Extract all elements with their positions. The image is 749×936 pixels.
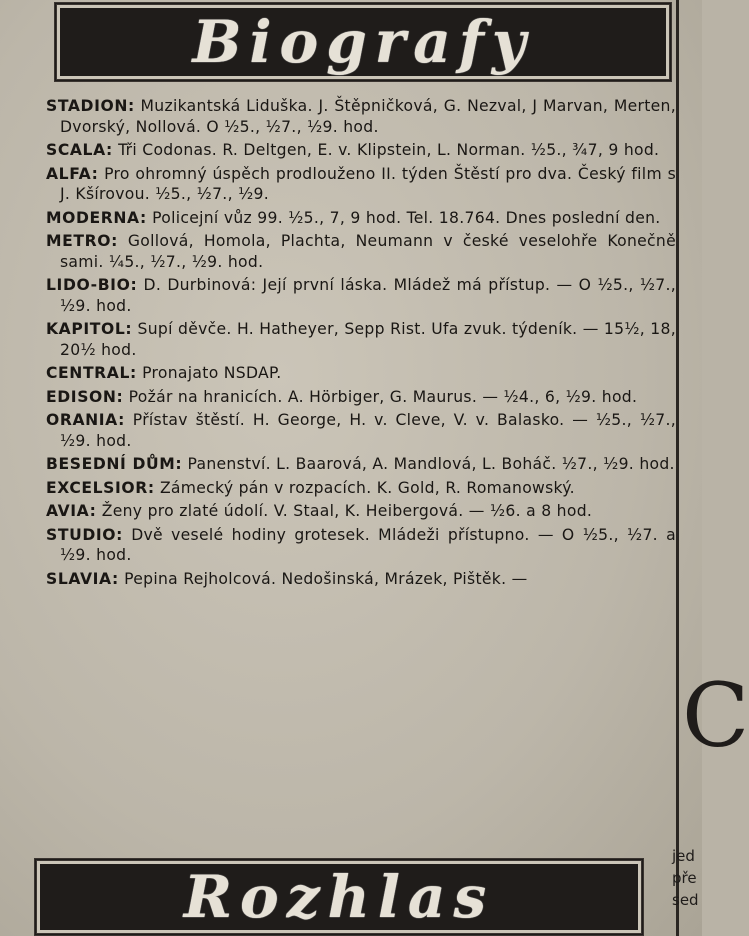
program-text: Muzikantská Liduška. J. Štěpničková, G. Nezval, J Marvan, Merten, Dvorský, Nollová. O ½5., ½7., ½9. hod. [60,97,676,136]
footer-banner [34,858,644,936]
listing-entry [46,275,676,316]
listing-entry [46,164,676,205]
listing-entry [46,410,676,451]
listing-entry [46,454,676,475]
program-text: Pro ohromný úspěch prodlouženo II. týden Štěstí pro dva. Český film s J. Kšírovou. ½5., ½7., ½9. [60,164,676,203]
cinema-name: ORANIA: [46,411,125,429]
cinema-name: BESEDNÍ DŮM: [46,455,183,473]
listing-entry [46,140,676,161]
listing-entry [46,501,676,522]
cinema-name: ALFA: [46,164,99,183]
program-text: Policejní vůz 99. ½5., 7, 9 hod. Tel. 18.764. Dnes poslední den. [152,208,661,227]
cinema-name: METRO: [46,232,118,250]
cinema-name: LIDO-BIO: [46,276,138,294]
program-text: Gollová, Homola, Plachta, Neumann v české veselohře Konečně sami. ¼5., ½7., ½9. hod. [60,232,676,271]
side-fragment: jed [672,847,695,865]
program-text: Ženy pro zlaté údolí. V. Staal, K. Heibergová. — ½6. a 8 hod. [101,502,593,520]
column-rule [676,0,679,936]
program-text: Panenství. L. Baarová, A. Mandlová, L. Boháč. ½7., ½9. hod. [187,455,675,473]
cinema-name: SLAVIA: [46,569,119,588]
cinema-name: EDISON: [46,387,124,406]
cinema-name: MODERNA: [46,208,147,227]
program-text: Pepina Rejholcová. Nedošinská, Mrázek, Pištěk. — [124,569,528,588]
program-text: Pronajato NSDAP. [142,364,282,382]
listing-entry [46,525,676,566]
cinema-name: STADION: [46,97,135,115]
listing-entry [46,96,676,137]
cinema-name: STUDIO: [46,525,123,544]
side-column-letter: C [682,664,749,767]
cinema-name: EXCELSIOR: [46,478,155,497]
cinema-listing [46,96,676,592]
listing-entry [46,387,676,408]
listing-entry [46,569,676,590]
program-text: Přístav štěstí. H. George, H. v. Cleve, V. v. Balasko. — ½5., ½7., ½9. hod. [60,411,676,450]
cinema-name: SCALA: [46,141,113,159]
program-text: Zámecký pán v rozpacích. K. Gold, R. Romanowský. [159,478,575,497]
program-text: Supí děvče. H. Hatheyer, Sepp Rist. Ufa zvuk. týdeník. — 15½, 18, 20½ hod. [60,320,676,359]
cinema-name: AVIA: [46,502,97,520]
program-text: D. Durbinová: Její první láska. Mládež má přístup. — O ½5., ½7., ½9. hod. [60,276,676,315]
header-banner [54,2,672,82]
header-title: Biografy [192,8,534,76]
listing-entry [46,231,676,272]
cinema-name: KAPITOL: [46,320,133,338]
side-fragment: pře [672,869,697,887]
cinema-name: CENTRAL: [46,364,137,382]
listing-entry [46,363,676,384]
program-text: Dvě veselé hodiny grotesek. Mládeži přístupno. — O ½5., ½7. a ½9. hod. [60,525,676,564]
listing-entry [46,478,676,499]
side-fragment: sed [672,891,699,909]
listing-entry [46,208,676,229]
footer-title: Rozhlas [183,863,495,931]
program-text: Požár na hranicích. A. Hörbiger, G. Maurus. — ½4., 6, ½9. hod. [128,387,638,406]
program-text: Tři Codonas. R. Deltgen, E. v. Klipstein, L. Norman. ½5., ¾7, 9 hod. [118,141,660,159]
listing-entry [46,319,676,360]
